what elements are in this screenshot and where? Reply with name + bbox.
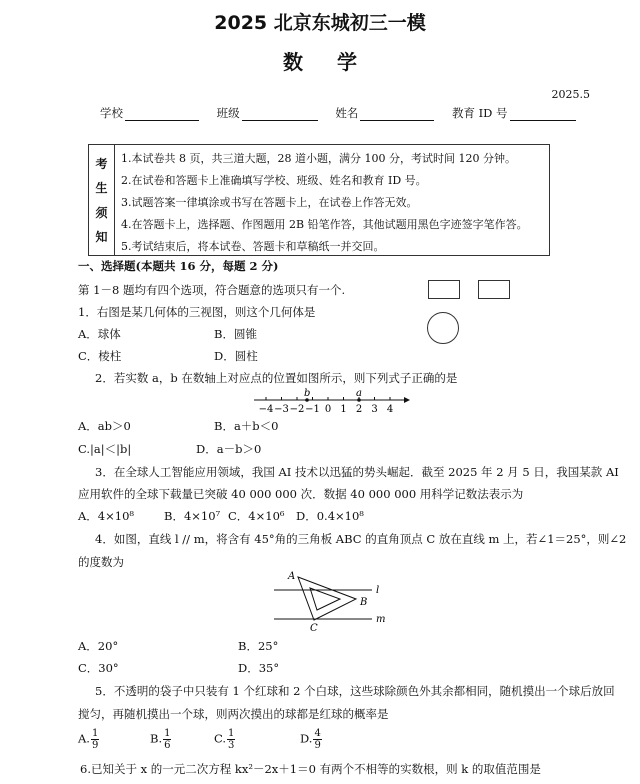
tick-label: −1 xyxy=(305,404,320,415)
q5-b-den: 6 xyxy=(164,740,171,751)
q4-stem-line2: 的度数为 xyxy=(78,555,124,569)
info-fields xyxy=(100,105,576,121)
name-label: 姓名 xyxy=(335,106,359,120)
q3-option-b[interactable]: B．4×10⁷ xyxy=(164,509,221,523)
q2-option-a[interactable]: A．ab＞0 xyxy=(78,419,131,433)
side-view-rect xyxy=(478,280,510,299)
label-C: C xyxy=(310,623,318,634)
school-field[interactable] xyxy=(125,108,199,121)
notice-char: 知 xyxy=(95,230,108,245)
q5-option-a[interactable] xyxy=(78,728,99,751)
q5-a-num: 1 xyxy=(91,728,99,739)
notice-box xyxy=(88,144,550,256)
q4-option-a[interactable]: A．20° xyxy=(78,639,119,653)
class-label: 班级 xyxy=(216,106,240,120)
q5-option-b-letter: B. xyxy=(150,731,163,746)
axis-arrow xyxy=(404,397,410,403)
q2-option-d[interactable]: D．a－b＞0 xyxy=(196,442,262,456)
q5-option-c[interactable] xyxy=(214,728,235,751)
q3-option-d[interactable]: D．0.4×10⁸ xyxy=(296,509,364,523)
school-label: 学校 xyxy=(100,106,123,120)
q1-option-d[interactable]: D．圆柱 xyxy=(214,349,258,363)
notice-item: 3.试题答案一律填涂或书写在答题卡上，在试卷上作答无效。 xyxy=(121,196,418,209)
exam-date: 2025.5 xyxy=(551,88,590,101)
q5-a-den: 9 xyxy=(91,740,99,751)
q5-stem-line1: 5．不透明的袋子中只装有 1 个红球和 2 个白球，这些球除颜色外其余都相同，随机摸出一个球后放回 xyxy=(95,684,615,698)
label-A: A xyxy=(288,571,296,582)
q5-c-den: 3 xyxy=(228,740,235,751)
label-l: l xyxy=(376,585,380,596)
exam-title: 2025 北京东城初三一模 xyxy=(214,12,426,34)
q1-option-c[interactable]: C．棱柱 xyxy=(78,349,122,363)
class-field[interactable] xyxy=(242,108,318,121)
name-field[interactable] xyxy=(360,108,434,121)
tick-label: 1 xyxy=(340,404,347,415)
q5-option-c-letter: C. xyxy=(214,731,227,746)
notice-item: 4.在答题卡上，选择题、作图题用 2B 铅笔作答，其他试题用黑色字迹签字笔作答。 xyxy=(121,218,528,231)
q2-option-c[interactable]: C.|a|＜|b| xyxy=(78,442,132,456)
tick-label: −2 xyxy=(289,404,305,415)
q1-stem: 1．右图是某几何体的三视图，则这个几何体是 xyxy=(78,305,316,319)
q1-option-a[interactable]: A．球体 xyxy=(78,327,121,341)
section-intro: 第 1－8 题均有四个选项，符合题意的选项只有一个. xyxy=(78,283,346,297)
q5-option-a-letter: A. xyxy=(78,731,90,746)
tick-label: −3 xyxy=(274,404,289,415)
q4-option-b[interactable]: B．25° xyxy=(238,639,279,653)
q3-option-a[interactable]: A．4×10⁸ xyxy=(78,509,135,523)
subject-title: 数学 xyxy=(283,50,391,74)
notice-items xyxy=(121,148,528,258)
triangle-figure xyxy=(262,568,392,636)
label-b: b xyxy=(304,388,311,399)
notice-char: 考 xyxy=(95,156,108,171)
label-m: m xyxy=(376,614,386,625)
notice-label xyxy=(89,145,115,255)
q4-option-d[interactable]: D．35° xyxy=(238,661,280,675)
label-a: a xyxy=(356,388,362,399)
q3-stem-line2: 应用软件的全球下载量已突破 40 000 000 次．数据 40 000 000 用科学记数法表示为 xyxy=(78,487,524,501)
q5-d-den: 9 xyxy=(314,740,321,751)
id-field[interactable] xyxy=(510,108,576,121)
tick-label: 4 xyxy=(386,404,394,415)
label-B: B xyxy=(360,597,368,608)
q1-option-b[interactable]: B．圆锥 xyxy=(214,327,257,341)
number-line xyxy=(252,386,412,416)
tick-label: −4 xyxy=(258,404,274,415)
q5-c-num: 1 xyxy=(228,728,235,739)
notice-char: 生 xyxy=(95,181,108,196)
notice-item: 1.本试卷共 8 页，共三道大题，28 道小题，满分 100 分，考试时间 120 分钟。 xyxy=(121,152,516,165)
front-view-rect xyxy=(428,280,460,299)
q5-option-d-letter: D. xyxy=(300,731,313,746)
tick-label: 0 xyxy=(324,404,332,415)
q5-option-d[interactable] xyxy=(300,728,322,751)
triangle-abc xyxy=(298,577,356,620)
top-view-circle xyxy=(427,312,459,344)
tick-label: 3 xyxy=(371,404,378,415)
notice-item: 5.考试结束后，将本试卷、答题卡和草稿纸一并交回。 xyxy=(121,240,385,253)
id-label: 教育 ID 号 xyxy=(451,106,508,120)
q5-b-num: 1 xyxy=(164,728,171,739)
q2-option-b[interactable]: B．a＋b＜0 xyxy=(214,419,279,433)
section-title: 一、选择题(本题共 16 分，每题 2 分) xyxy=(78,259,279,273)
q3-stem-line1: 3．在全球人工智能应用领域，我国 AI 技术以迅猛的势头崛起．截至 2025 年 2 月 5 日，我国某款 AI xyxy=(95,465,619,479)
q2-stem: 2．若实数 a，b 在数轴上对应点的位置如图所示，则下列式子正确的是 xyxy=(95,371,458,385)
q4-option-c[interactable]: C．30° xyxy=(78,661,119,675)
q5-d-num: 4 xyxy=(314,728,321,739)
q3-option-c[interactable]: C．4×10⁶ xyxy=(228,509,285,523)
q4-stem-line1: 4．如图，直线 l // m，将含有 45°角的三角板 ABC 的直角顶点 C 放在直线 m 上，若∠1＝25°，则∠2 xyxy=(95,532,627,546)
notice-item: 2.在试卷和答题卡上准确填写学校、班级、姓名和教育 ID 号。 xyxy=(121,174,427,187)
tick-label: 2 xyxy=(355,404,363,415)
q6-stem: 6.已知关于 x 的一元二次方程 kx²－2x＋1＝0 有两个不相等的实数根，则 k 的取值范围是 xyxy=(80,762,541,776)
notice-char: 须 xyxy=(95,205,108,220)
q5-option-b[interactable] xyxy=(150,728,171,751)
q5-stem-line2: 搅匀，再随机摸出一个球，则两次摸出的球都是红球的概率是 xyxy=(78,707,389,721)
